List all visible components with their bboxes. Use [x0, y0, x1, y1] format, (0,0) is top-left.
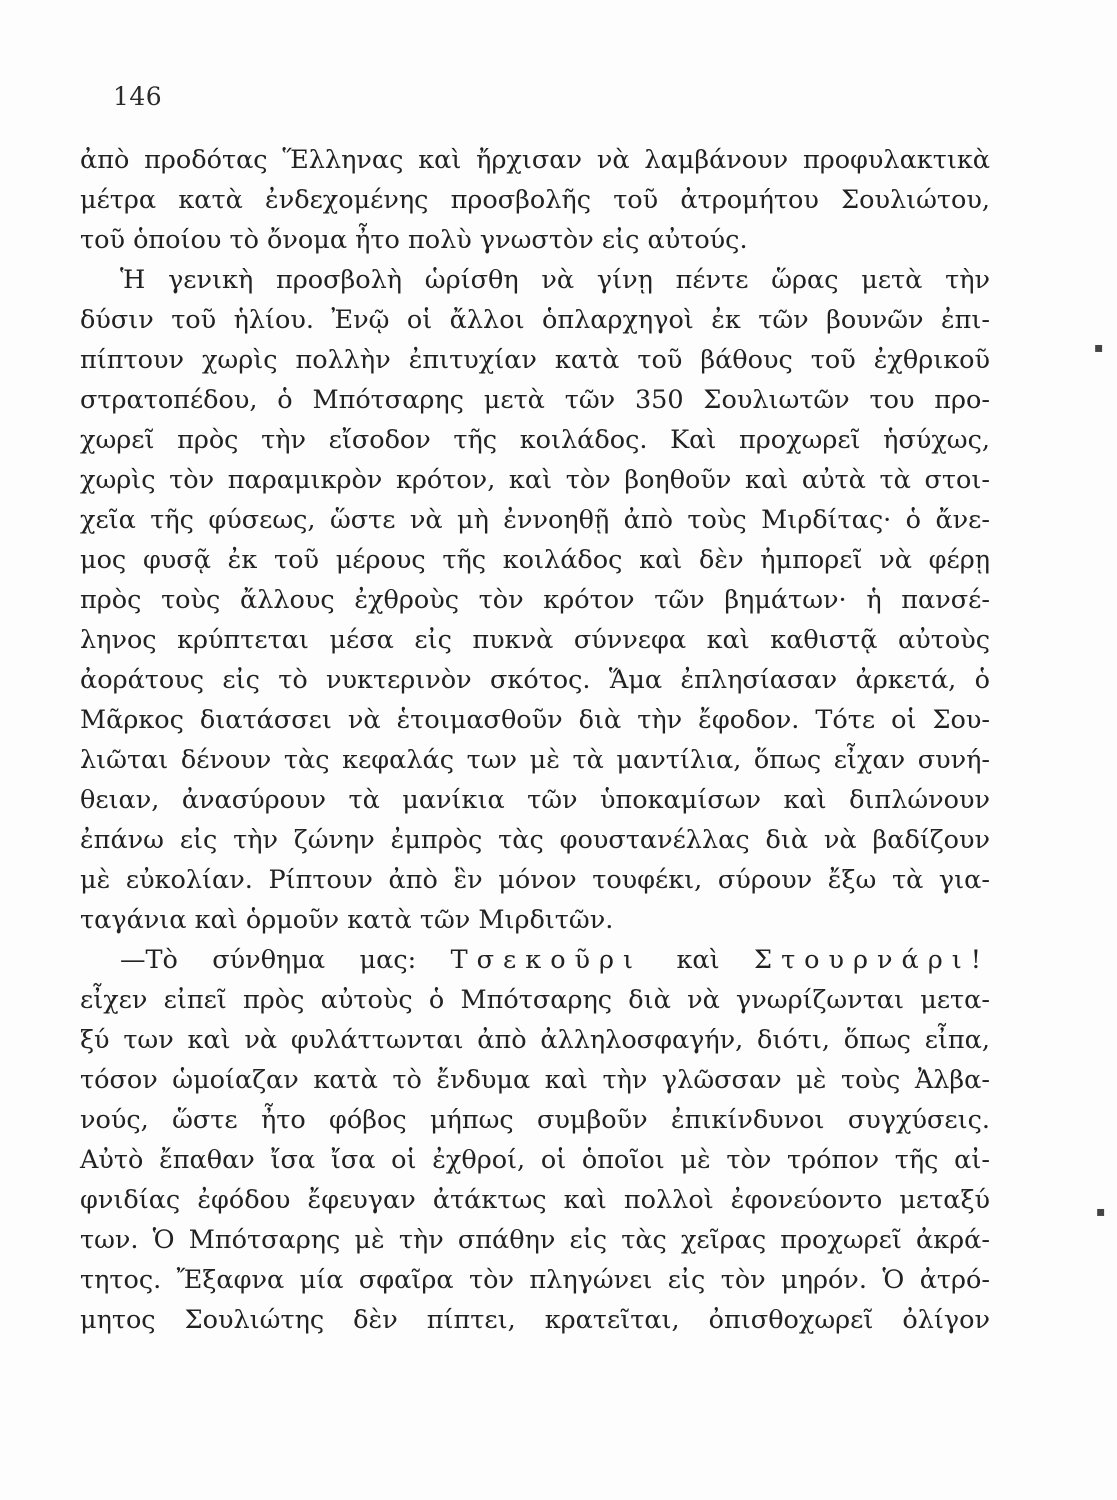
text-line: ξύ των καὶ νὰ φυλάττωνται ἀπὸ ἀλληλοσφαγήν, διότι, ὅπως εἶπα, [80, 1025, 990, 1055]
text-line: ἀπὸ προδότας Ἕλληνας καὶ ἤρχισαν νὰ λαμβάνουν προφυλακτικὰ [80, 145, 990, 175]
text-line: πίπτουν χωρὶς πολλὴν ἐπιτυχίαν κατὰ τοῦ βάθους τοῦ ἐχθρικοῦ [80, 345, 990, 375]
text-line: θειαν, ἀνασύρουν τὰ μανίκια τῶν ὑποκαμίσων καὶ διπλώνουν [80, 785, 990, 815]
watchword-tsekouri: Τσεκοῦρι [450, 945, 643, 975]
text-line: Αὐτὸ ἔπαθαν ἴσα ἴσα οἱ ἐχθροί, οἱ ὁποῖοι μὲ τὸν τρόπον τῆς αἰ- [80, 1145, 990, 1175]
text-line: τοῦ ὁποίου τὸ ὄνομα ἦτο πολὺ γνωστὸν εἰς αὐτούς. [80, 225, 748, 255]
text-line: Ἡ γενικὴ προσβολὴ ὡρίσθη νὰ γίνῃ πέντε ὥρας μετὰ τὴν [120, 265, 990, 295]
watchword-prefix: —Τὸ σύνθημα μας: [120, 945, 417, 975]
text-line: φνιδίας ἐφόδου ἔφευγαν ἀτάκτως καὶ πολλοὶ ἐφονεύοντο μεταξύ [80, 1185, 990, 1215]
text-line: λιῶται δένουν τὰς κεφαλάς των μὲ τὰ μαντίλια, ὅπως εἶχαν συνή- [80, 745, 990, 775]
text-line: ἀοράτους εἰς τὸ νυκτερινὸν σκότος. Ἅμα ἐπλησίασαν ἀρκετά, ὁ [80, 665, 990, 695]
text-line: μὲ εὐκολίαν. Ρίπτουν ἀπὸ ἓν μόνον τουφέκι, σύρουν ἔξω τὰ για- [80, 865, 990, 895]
text-line: Μᾶρκος διατάσσει νὰ ἑτοιμασθοῦν διὰ τὴν ἔφοδον. Τότε οἱ Σου- [80, 705, 990, 735]
text-line: ληνος κρύπτεται μέσα εἰς πυκνὰ σύννεφα καὶ καθιστᾷ αὐτοὺς [80, 625, 990, 655]
text-line: δύσιν τοῦ ἡλίου. Ἐνῷ οἱ ἄλλοι ὁπλαρχηγοὶ ἐκ τῶν βουνῶν ἐπι- [80, 305, 990, 335]
text-line: πρὸς τοὺς ἄλλους ἐχθροὺς τὸν κρότον τῶν βημάτων· ἡ πανσέ- [80, 585, 990, 615]
text-line: των. Ὁ Μπότσαρης μὲ τὴν σπάθην εἰς τὰς χεῖρας προχωρεῖ ἀκρά- [80, 1225, 990, 1255]
text-line: χωρεῖ πρὸς τὴν εἴσοδον τῆς κοιλάδος. Καὶ προχωρεῖ ἡσύχως, [80, 425, 990, 455]
text-line: χωρὶς τὸν παραμικρὸν κρότον, καὶ τὸν βοηθοῦν καὶ αὐτὰ τὰ στοι- [80, 465, 990, 495]
text-line: τητος. Ἔξαφνα μία σφαῖρα τὸν πληγώνει εἰς τὸν μηρόν. Ὁ ἀτρό- [80, 1265, 990, 1295]
watchword-line [120, 940, 990, 980]
text-line: μος φυσᾷ ἐκ τοῦ μέρους τῆς κοιλάδος καὶ δὲν ἠμπορεῖ νὰ φέρῃ [80, 545, 990, 575]
margin-tick-mark: ▪ [1094, 340, 1104, 356]
margin-tick-mark: ▪ [1096, 1204, 1106, 1220]
text-line: νούς, ὥστε ἦτο φόβος μήπως συμβοῦν ἐπικίνδυνοι συγχύσεις. [80, 1105, 990, 1135]
watchword-conjunction: καὶ [676, 945, 720, 975]
text-line: μέτρα κατὰ ἐνδεχομένης προσβολῆς τοῦ ἀτρομήτου Σουλιώτου, [80, 185, 990, 215]
text-line: στρατοπέδου, ὁ Μπότσαρης μετὰ τῶν 350 Σουλιωτῶν του προ- [80, 385, 990, 415]
text-line: εἶχεν εἰπεῖ πρὸς αὐτοὺς ὁ Μπότσαρης διὰ νὰ γνωρίζωνται μετα- [80, 985, 990, 1015]
text-line: ἐπάνω εἰς τὴν ζώνην ἐμπρὸς τὰς φουστανέλλας διὰ νὰ βαδίζουν [80, 825, 990, 855]
text-line: τόσον ὡμοίαζαν κατὰ τὸ ἔνδυμα καὶ τὴν γλῶσσαν μὲ τοὺς Ἀλβα- [80, 1065, 990, 1095]
text-line: μητος Σουλιώτης δὲν πίπτει, κρατεῖται, ὀπισθοχωρεῖ ὀλίγον [80, 1305, 990, 1335]
watchword-stournari: Στουρνάρι! [754, 945, 990, 975]
page-number: 146 [113, 82, 163, 111]
text-line: χεῖα τῆς φύσεως, ὥστε νὰ μὴ ἐννοηθῇ ἀπὸ τοὺς Μιρδίτας· ὁ ἄνε- [80, 505, 990, 535]
text-line: ταγάνια καὶ ὁρμοῦν κατὰ τῶν Μιρδιτῶν. [80, 905, 614, 935]
